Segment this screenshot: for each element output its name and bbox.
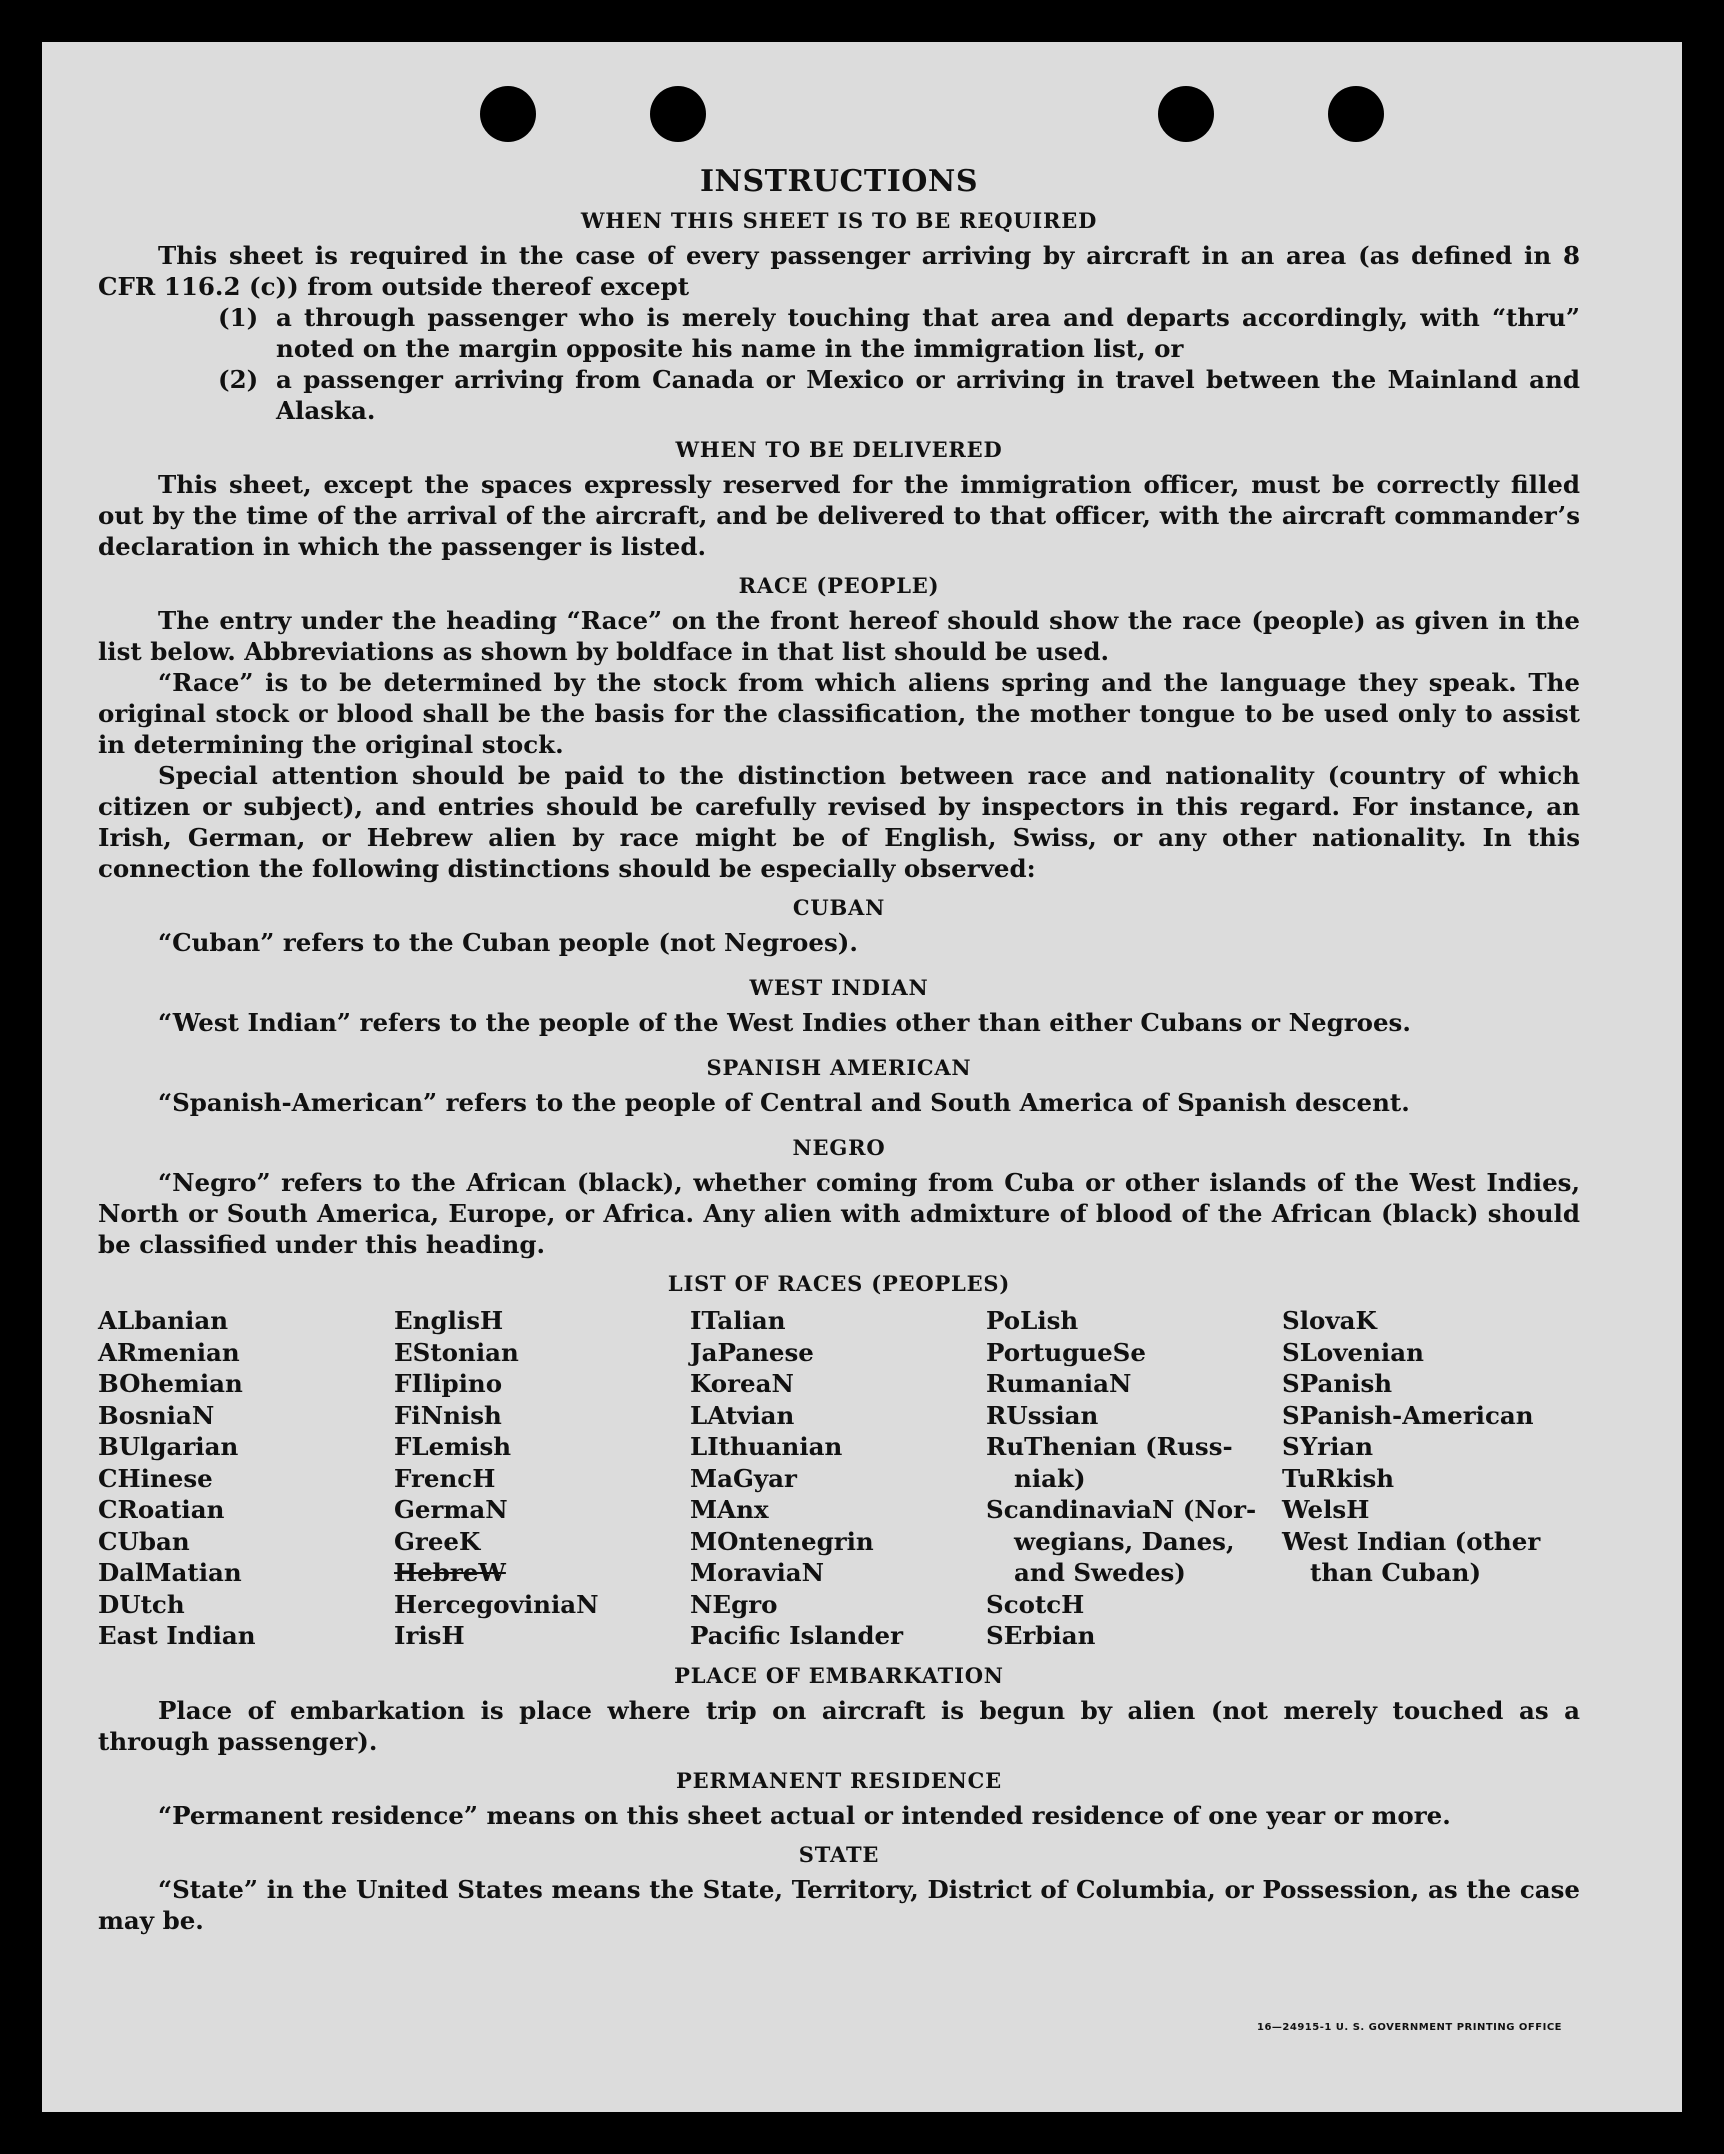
page-title: INSTRUCTIONS xyxy=(700,164,978,199)
section-heading-residence: PERMANENT RESIDENCE xyxy=(676,1767,1002,1793)
punch-hole xyxy=(1328,86,1384,142)
section-heading-cuban: CUBAN xyxy=(792,895,886,920)
race-entry: CHinese xyxy=(98,1463,213,1493)
cuban-text: “Cuban” refers to the Cuban people (not Negroes). xyxy=(158,928,858,957)
races-column xyxy=(690,1305,986,1652)
race-entry: SErbian xyxy=(986,1621,1096,1650)
race-entry: wegians, Danes, xyxy=(1014,1526,1235,1556)
race-entry: HercegoviniaN xyxy=(394,1589,599,1619)
race-entry: JaPanese xyxy=(690,1337,814,1367)
races-column xyxy=(986,1305,1282,1652)
section-heading-spanish-american: SPANISH AMERICAN xyxy=(706,1055,972,1080)
instructions-content xyxy=(98,166,1580,1936)
race-entry: PortugueSe xyxy=(986,1337,1146,1367)
document-page xyxy=(42,42,1682,2112)
race-entry: KoreaN xyxy=(690,1369,794,1398)
race-entry: BOhemian xyxy=(98,1369,243,1398)
race-paragraph-1: The entry under the heading “Race” on the front hereof should show the race (people) as given in the list below. Abbreviations as shown by boldface in that list should be used. xyxy=(98,606,1580,666)
race-paragraph-2: “Race” is to be determined by the stock from which aliens spring and the language they speak. The original stock or blood shall be the basis for the classification, the mother tongue to be used only to assist in determining the original stock. xyxy=(98,668,1580,759)
section-heading-negro: NEGRO xyxy=(792,1135,886,1160)
race-entry: ARmenian xyxy=(98,1337,240,1367)
race-entry: DalMatian xyxy=(98,1558,242,1587)
race-entry: RuThenian (Russ- xyxy=(986,1432,1233,1461)
race-entry: BosniaN xyxy=(98,1400,215,1430)
race-entry: RUssian xyxy=(986,1400,1099,1430)
punch-hole xyxy=(480,86,536,142)
race-entry: SLovenian xyxy=(1282,1337,1424,1367)
race-entry: LIthuanian xyxy=(690,1432,843,1461)
race-entry: EStonian xyxy=(394,1337,519,1367)
race-entry: PoLish xyxy=(986,1306,1079,1335)
race-entry: SlovaK xyxy=(1282,1306,1377,1335)
race-entry: West Indian (other xyxy=(1282,1526,1541,1556)
race-entry: MoraviaN xyxy=(690,1558,825,1587)
race-entry: FLemish xyxy=(394,1432,512,1461)
section-heading-required: WHEN THIS SHEET IS TO BE REQUIRED xyxy=(580,208,1098,233)
race-entry: ScotcH xyxy=(986,1589,1085,1619)
negro-text: “Negro” refers to the African (black), whether coming from Cuba or other islands of the West Indies, North or South America, Europe, or Africa. Any alien with admixture of blood of the African (black) should be classified under this heading. xyxy=(98,1168,1580,1259)
races-column xyxy=(394,1305,690,1652)
race-entry: FiNnish xyxy=(394,1400,502,1430)
races-list xyxy=(98,1305,1580,1652)
race-entry: Pacific Islander xyxy=(690,1621,903,1650)
race-entry: SPanish-American xyxy=(1282,1400,1534,1430)
race-entry: NEgro xyxy=(690,1589,778,1619)
race-entry: and Swedes) xyxy=(1014,1558,1186,1587)
race-entry: GermaN xyxy=(394,1495,508,1524)
spanish-american-text: “Spanish-American” refers to the people of Central and South America of Spanish descent. xyxy=(158,1088,1410,1117)
race-entry xyxy=(1282,1589,1580,1621)
west-indian-text: “West Indian” refers to the people of the West Indies other than either Cubans or Negroes. xyxy=(158,1008,1411,1037)
race-entry: niak) xyxy=(1014,1463,1086,1493)
section-heading-west-indian: WEST INDIAN xyxy=(749,975,929,1000)
punch-hole xyxy=(1158,86,1214,142)
section-heading-embarkation: PLACE OF EMBARKATION xyxy=(674,1662,1004,1688)
race-entry: CUban xyxy=(98,1526,190,1556)
race-entry xyxy=(1282,1620,1580,1652)
race-entry: EnglisH xyxy=(394,1306,504,1335)
race-entry: FrencH xyxy=(394,1463,496,1493)
race-entry: WelsH xyxy=(1282,1495,1370,1524)
required-intro: This sheet is required in the case of every passenger arriving by aircraft in an area (as defined in 8 CFR 116.2 (c)) from outside thereof except xyxy=(98,241,1580,301)
race-entry: RumaniaN xyxy=(986,1369,1132,1398)
required-item-2: (2) a passenger arriving from Canada or Mexico or arriving in travel between the Mainland and Alaska. xyxy=(218,365,1580,425)
race-entry: SPanish xyxy=(1282,1369,1393,1398)
races-column xyxy=(98,1305,394,1652)
printer-imprint: 16—24915-1 U. S. GOVERNMENT PRINTING OFFICE xyxy=(1257,2022,1562,2033)
race-entry: LAtvian xyxy=(690,1400,795,1430)
race-entry: East Indian xyxy=(98,1621,256,1650)
race-entry: IrisH xyxy=(394,1621,465,1650)
race-entry: ScandinaviaN (Nor- xyxy=(986,1495,1257,1524)
race-entry: HebreW xyxy=(394,1558,506,1587)
race-entry: SYrian xyxy=(1282,1432,1374,1461)
race-paragraph-3: Special attention should be paid to the distinction between race and nationality (country of which citizen or subject), and entries should be carefully revised by inspectors in this regard. For instance, an Irish, German, or Hebrew alien by race might be of English, Swiss, or any other nationality. In this connection the following distinctions should be especially observed: xyxy=(98,761,1580,883)
race-entry: ITalian xyxy=(690,1306,786,1335)
residence-text: “Permanent residence” means on this sheet actual or intended residence of one year or more. xyxy=(158,1800,1451,1830)
race-entry: MaGyar xyxy=(690,1463,797,1493)
race-entry: than Cuban) xyxy=(1310,1558,1482,1587)
race-entry: CRoatian xyxy=(98,1495,225,1524)
delivered-text: This sheet, except the spaces expressly reserved for the immigration officer, must be correctly filled out by the time of the arrival of the aircraft, and be delivered to that officer, with the aircraft commander’s declaration in which the passenger is listed. xyxy=(98,470,1580,561)
section-heading-state: STATE xyxy=(798,1841,880,1867)
section-heading-race: RACE (PEOPLE) xyxy=(738,573,940,598)
required-item-1: (1) a through passenger who is merely touching that area and departs accordingly, with “thru” noted on the margin opposite his name in the immigration list, or xyxy=(218,303,1580,363)
embarkation-text: Place of embarkation is place where trip on aircraft is begun by alien (not merely touched as a through passenger). xyxy=(98,1695,1580,1756)
race-entry: FIlipino xyxy=(394,1369,503,1398)
section-heading-delivered: WHEN TO BE DELIVERED xyxy=(675,437,1003,462)
race-entry: GreeK xyxy=(394,1526,481,1556)
section-heading-races-list: LIST OF RACES (PEOPLES) xyxy=(667,1271,1011,1296)
race-entry: ALbanian xyxy=(98,1306,229,1335)
race-entry: DUtch xyxy=(98,1589,185,1619)
race-entry: MAnx xyxy=(690,1495,769,1524)
state-text: “State” in the United States means the State, Territory, District of Columbia, or Possession, as the case may be. xyxy=(98,1874,1580,1935)
race-entry: BUlgarian xyxy=(98,1432,239,1461)
punch-hole xyxy=(650,86,706,142)
race-entry: MOntenegrin xyxy=(690,1526,874,1556)
races-column xyxy=(1282,1305,1580,1652)
race-entry: TuRkish xyxy=(1282,1463,1395,1493)
